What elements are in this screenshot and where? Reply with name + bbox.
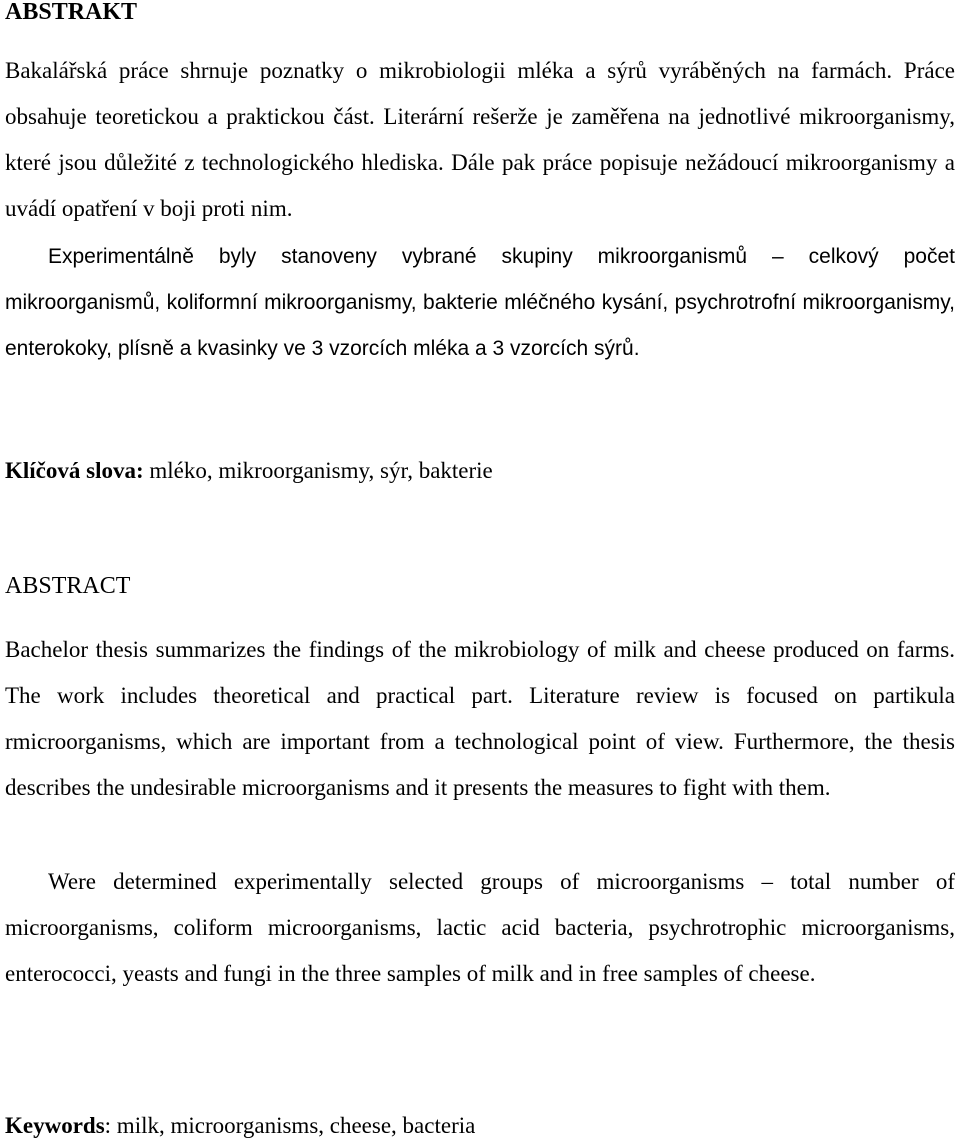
abstract-cz-keywords-label: Klíčová slova: <box>5 458 144 483</box>
abstract-cz-paragraph-1 <box>5 48 955 232</box>
abstract-cz-paragraph-2 <box>5 234 955 372</box>
abstract-cz-keywords-text: mléko, mikroorganismy, sýr, bakterie <box>143 458 493 483</box>
abstract-en-paragraph-2-text: Were determined experimentally selected groups of microorganisms – total number of microorganisms, coliform microorganisms, lactic acid bacteria, psychrotrophic microorganisms, enterococci, yeasts and fungi in the three samples of milk and in free samples of cheese. <box>5 869 955 986</box>
abstract-cz-paragraph-1-text: Bakalářská práce shrnuje poznatky o mikrobiologii mléka a sýrů vyráběných na farmách. Práce obsahuje teoretickou a praktickou část. Literární rešerže je zaměřena na jednotlivé mikroorganismy, které jsou důležité z technologického hlediska. Dále pak práce popisuje nežádoucí mikroorganismy a uvádí opatření v boji proti nim. <box>5 58 955 221</box>
abstract-en-heading: ABSTRACT <box>5 573 131 599</box>
abstract-cz-paragraph-2-text: Experimentálně byly stanoveny vybrané skupiny mikroorganismů – celkový počet mikroorganismů, koliformní mikroorganismy, bakterie mléčného kysání, psychrotrofní mikroorganismy, enterokoky, plísně a kvasinky ve 3 vzorcích mléka a 3 vzorcích sýrů. <box>5 245 955 360</box>
abstract-en-paragraph-1-text: Bachelor thesis summarizes the findings of the mikrobiology of milk and cheese produced on farms. The work includes theoretical and practical part. Literature review is focused on partikula rmicroorganisms, which are important from a technological point of view. Furthermore, the thesis describes the undesirable microorganisms and it presents the measures to fight with them. <box>5 637 955 800</box>
abstract-cz-heading: ABSTRAKT <box>5 0 138 25</box>
abstract-en-keywords-label: Keywords <box>5 1113 105 1138</box>
abstract-en-keywords <box>5 1111 475 1141</box>
abstract-en-paragraph-2 <box>5 859 955 997</box>
abstract-en-keywords-text: : milk, microorganisms, cheese, bacteria <box>104 1113 476 1138</box>
abstract-en-paragraph-1 <box>5 627 955 811</box>
abstract-cz-keywords <box>5 456 493 486</box>
